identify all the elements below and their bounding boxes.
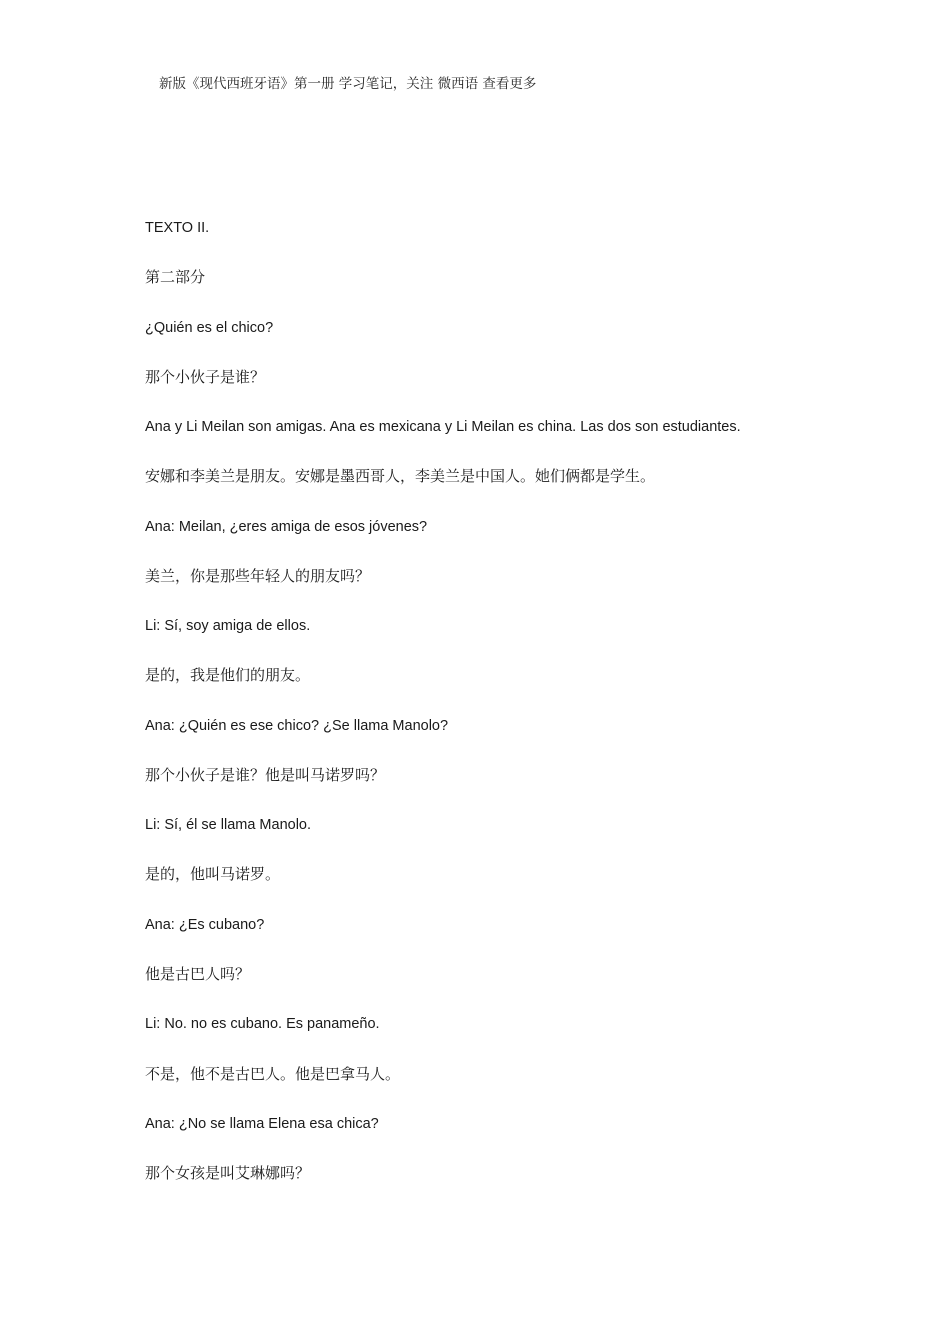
dialogue-line-es: Ana: ¿Es cubano? xyxy=(145,917,265,933)
section-label: 第二部分 xyxy=(145,268,206,286)
dialogue-line-es: Ana: Meilan, ¿eres amiga de esos jóvenes? xyxy=(145,519,428,535)
dialogue-line-es: Ana: ¿No se llama Elena esa chica? xyxy=(145,1116,379,1132)
dialogue-line-es: Ana: ¿Quién es ese chico? ¿Se llama Manolo? xyxy=(145,718,449,734)
page-header-note: 新版《现代西班牙语》第一册 学习笔记，关注 微西语 查看更多 xyxy=(159,76,537,92)
dialogue-line-zh: 那个女孩是叫艾琳娜吗？ xyxy=(145,1164,311,1182)
dialogue-line-es: Li: Sí, él se llama Manolo. xyxy=(145,817,312,833)
text-title: TEXTO II. xyxy=(145,220,210,236)
dialogue-line-zh: 他是古巴人吗？ xyxy=(145,965,251,983)
lesson-title-es: ¿Quién es el chico? xyxy=(145,320,274,336)
dialogue-line-es: Li: No. no es cubano. Es panameño. xyxy=(145,1016,380,1032)
dialogue-line-es: Li: Sí, soy amiga de ellos. xyxy=(145,618,311,634)
intro-es: Ana y Li Meilan son amigas. Ana es mexicana y Li Meilan es china. Las dos son estudiantes. xyxy=(145,419,741,435)
dialogue-line-zh: 是的，我是他们的朋友。 xyxy=(145,666,311,684)
dialogue-line-zh: 美兰，你是那些年轻人的朋友吗？ xyxy=(145,567,371,585)
dialogue-line-zh: 是的，他叫马诺罗。 xyxy=(145,865,281,883)
lesson-title-zh: 那个小伙子是谁？ xyxy=(145,368,266,386)
dialogue-line-zh: 不是，他不是古巴人。他是巴拿马人。 xyxy=(145,1065,401,1083)
intro-zh: 安娜和李美兰是朋友。安娜是墨西哥人，李美兰是中国人。她们俩都是学生。 xyxy=(145,467,656,485)
dialogue-line-zh: 那个小伙子是谁？他是叫马诺罗吗？ xyxy=(145,766,386,784)
